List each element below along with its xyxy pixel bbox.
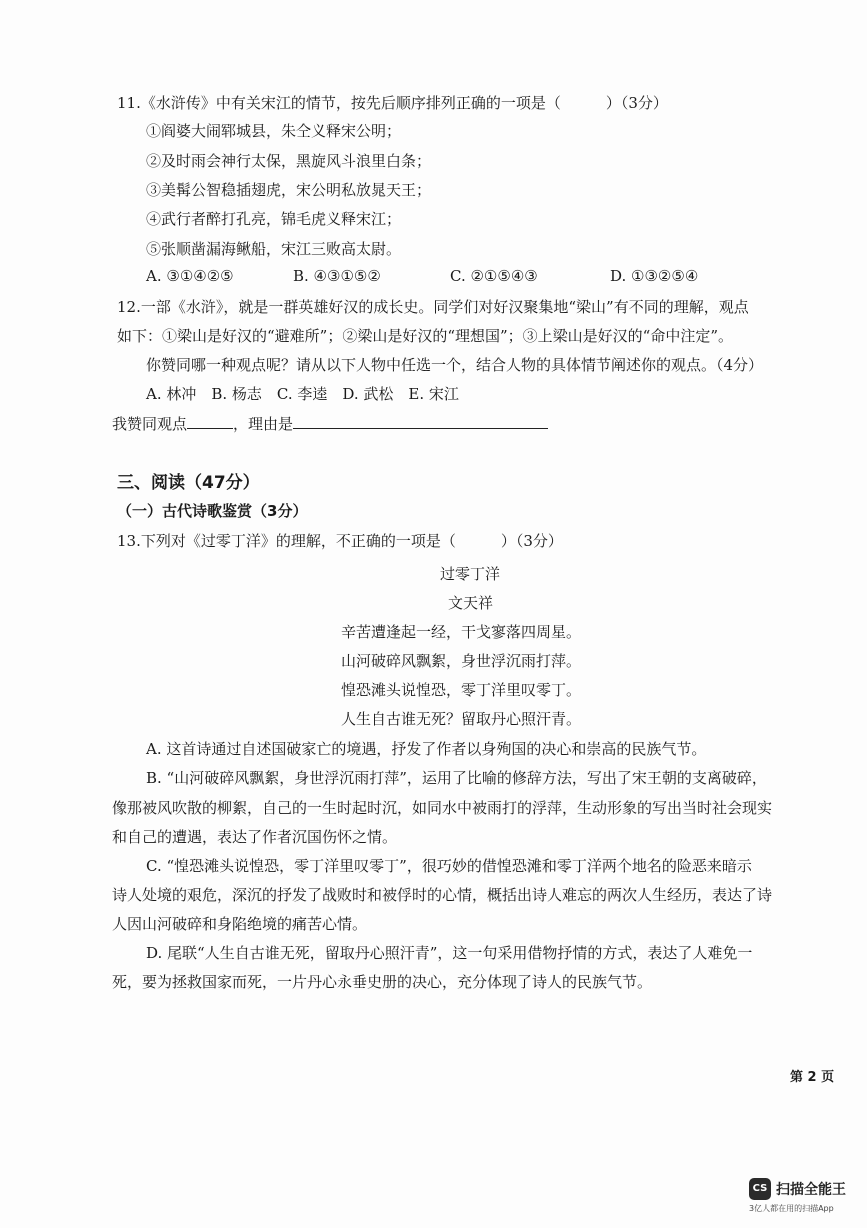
q13-option-b-line-2: 像那被风吹散的柳絮，自己的一生时起时沉，如同水中被雨打的浮萍，生动形象的写出当时社会现实 [112,799,773,817]
scanner-logo-icon: CS [749,1178,771,1200]
q12-line-3: 你赞同哪一种观点呢？请从以下人物中任选一个，结合人物的具体情节阐述你的观点。（4分） [146,356,764,374]
q13-option-c-line-2: 诗人处境的艰危，深沉的抒发了战败时和被俘时的心情，概括出诗人难忘的两次人生经历，表达了诗 [112,886,773,904]
q11-option-c: C. ②①⑤④③ [450,267,538,285]
q13-option-c-line-1: C. “惶恐滩头说惶恐，零丁洋里叹零丁”，很巧妙的借惶恐滩和零丁洋两个地名的险恶来暗示 [146,857,752,875]
subsection-title: （一）古代诗歌鉴赏（3分） [117,502,308,520]
q13-option-b-line-1: B. “山河破碎风飘絮，身世浮沉雨打萍”，运用了比喻的修辞方法，写出了宋王朝的支离破碎， [146,769,767,787]
poem-line-3: 惶恐滩头说惶恐，零丁洋里叹零丁。 [341,681,582,699]
q12-answer-prefix: 我赞同观点 [112,415,188,433]
q11-option-d: D. ①③②⑤④ [610,267,699,285]
reason-blank[interactable] [293,414,548,429]
q13-option-b-line-3: 和自己的遭遇，表达了作者沉国伤怀之情。 [112,828,398,846]
scanner-watermark [749,1174,849,1218]
q11-stem: 11.《水浒传》中有关宋江的情节，按先后顺序排列正确的一项是（ ）（3分） [117,94,668,112]
q13-option-d-line-1: D. 尾联“人生自古谁无死，留取丹心照汗青”，这一句采用借物抒情的方式，表达了人难免一 [146,944,753,962]
q11-item-2: ②及时雨会神行太保，黑旋风斗浪里白条； [146,152,432,170]
q13-option-d-line-2: 死，要为拯救国家而死，一片丹心永垂史册的决心，充分体现了诗人的民族气节。 [112,973,653,991]
q11-option-b: B. ④③①⑤② [293,267,381,285]
viewpoint-blank[interactable] [187,414,233,429]
page-number: 第 2 页 [790,1070,835,1085]
q13-option-a: A. 这首诗通过自述国破家亡的境遇，抒发了作者以身殉国的决心和崇高的民族气节。 [146,740,707,758]
q12-line-2: 如下：①梁山是好汉的“避难所”；②梁山是好汉的“理想国”；③上梁山是好汉的“命中注定”。 [117,327,734,345]
scanner-tagline: 3亿人都在用的扫描App [749,1204,834,1213]
poem-title: 过零丁洋 [440,565,501,583]
poem-author: 文天祥 [448,594,494,612]
poem-line-1: 辛苦遭逢起一经，干戈寥落四周星。 [341,623,582,641]
q13-stem: 13.下列对《过零丁洋》的理解，不正确的一项是（ ）（3分） [117,532,563,550]
scanner-brand: 扫描全能王 [776,1182,846,1198]
q12-line-1: 12.一部《水浒》，就是一群英雄好汉的成长史。同学们对好汉聚集地“梁山”有不同的理解，观点 [117,298,749,316]
q11-item-4: ④武行者醉打孔亮，锦毛虎义释宋江； [146,210,402,228]
section-title: 三、阅读（47分） [117,473,260,493]
q11-item-1: ①阎婆大闹郓城县，朱仝义释宋公明； [146,122,402,140]
q11-item-3: ③美髯公智稳插翅虎，宋公明私放晁天王； [146,181,432,199]
q11-item-5: ⑤张顺凿漏海鳅船，宋江三败高太尉。 [146,240,402,258]
poem-line-4: 人生自古谁无死？留取丹心照汗青。 [341,710,582,728]
q12-answer-line [112,413,548,434]
q11-option-a: A. ③①④②⑤ [146,267,234,285]
q13-option-c-line-3: 人因山河破碎和身陷绝境的痛苦心情。 [112,915,368,933]
poem-line-2: 山河破碎风飘絮，身世浮沉雨打萍。 [341,652,582,670]
q12-options: A. 林冲 B. 杨志 C. 李逵 D. 武松 E. 宋江 [146,385,459,403]
q12-answer-mid: ，理由是 [233,415,294,433]
